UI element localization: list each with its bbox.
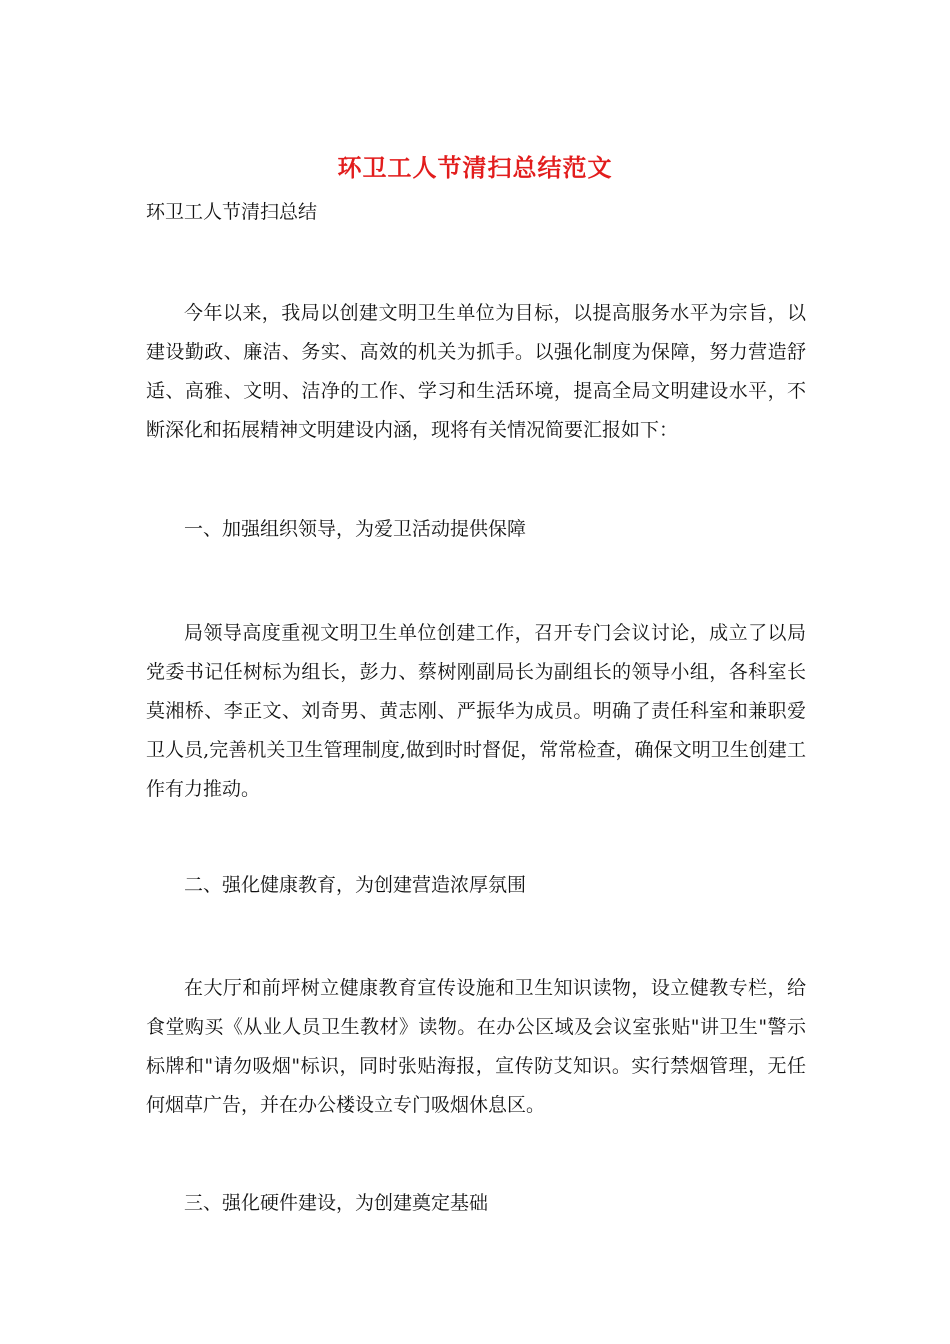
section-heading-2: 二、强化健康教育，为创建营造浓厚氛围 [184, 874, 527, 896]
section-body-1: 局领导高度重视文明卫生单位创建工作，召开专门会议讨论，成立了以局党委书记任树标为组长，彭力、蔡树刚副局长为副组长的领导小组，各科室长莫湘桥、李正文、刘奇男、黄志刚、严振华为成员。明确了责任科室和兼职爱卫人员,完善机关卫生管理制度,做到时时督促，常常检查，确保文明卫生创建工作有力推动。 [146, 622, 806, 800]
intro-paragraph: 今年以来，我局以创建文明卫生单位为目标，以提高服务水平为宗旨，以建设勤政、廉洁、务实、高效的机关为抓手。以强化制度为保障，努力营造舒适、高雅、文明、洁净的工作、学习和生活环境，提高全局文明建设水平，不断深化和拓展精神文明建设内涵，现将有关情况简要汇报如下： [146, 302, 806, 441]
section-heading-1: 一、加强组织领导，为爱卫活动提供保障 [184, 518, 527, 540]
section-body-2: 在大厅和前坪树立健康教育宣传设施和卫生知识读物，设立健教专栏，给食堂购买《从业人员卫生教材》读物。在办公区域及会议室张贴"讲卫生"警示标牌和"请勿吸烟"标识，同时张贴海报，宣传防艾知识。实行禁烟管理，无任何烟草广告，并在办公楼设立专门吸烟休息区。 [146, 977, 806, 1116]
section-heading-3: 三、强化硬件建设，为创建奠定基础 [184, 1192, 489, 1214]
document-subtitle: 环卫工人节清扫总结 [146, 201, 318, 223]
document-title: 环卫工人节清扫总结范文 [337, 153, 613, 182]
